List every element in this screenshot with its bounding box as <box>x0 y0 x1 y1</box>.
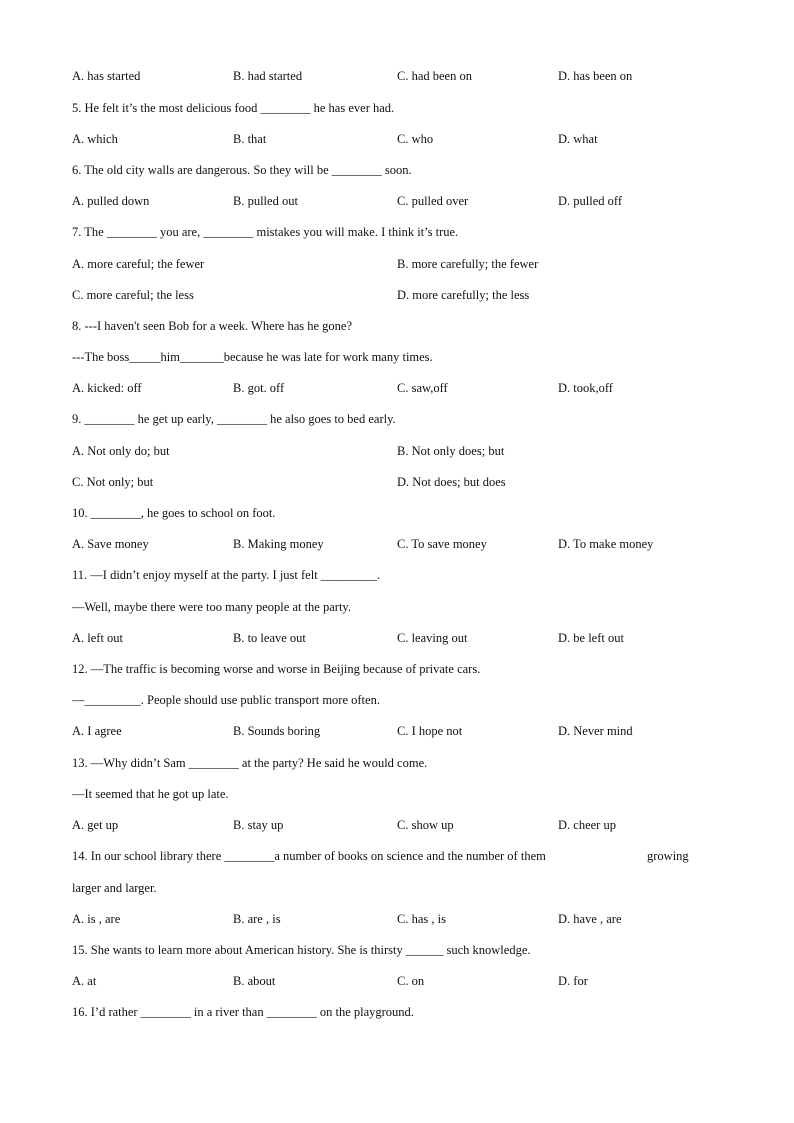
question-text: —_________. People should use public transport more often. <box>72 693 380 707</box>
option-b: B. Not only does; but <box>397 444 505 458</box>
option-d: D. To make money <box>558 537 654 551</box>
question-text: —It seemed that he got up late. <box>72 787 229 801</box>
option-a: A. get up <box>72 818 119 832</box>
option-d: D. pulled off <box>558 194 622 208</box>
options-row <box>72 723 732 739</box>
question-text: ---The boss_____him_______because he was late for work many times. <box>72 350 433 364</box>
option-b: B. that <box>233 132 267 146</box>
question-line <box>72 599 732 615</box>
option-d: D. Never mind <box>558 724 633 738</box>
question-line <box>72 349 732 365</box>
option-a: A. Not only do; but <box>72 444 170 458</box>
question-line <box>72 786 732 802</box>
option-b: B. got. off <box>233 381 285 395</box>
question-text: 13. —Why didn’t Sam ________ at the party? He said he would come. <box>72 756 428 770</box>
option-c: C. has , is <box>397 912 446 926</box>
question-text: 7. The ________ you are, ________ mistakes you will make. I think it’s true. <box>72 225 459 239</box>
option-b: B. are , is <box>233 912 281 926</box>
option-a: A. pulled down <box>72 194 150 208</box>
option-c: C. To save money <box>397 537 487 551</box>
options-row <box>72 380 732 396</box>
question-text: 9. ________ he get up early, ________ he also goes to bed early. <box>72 412 396 426</box>
options-row <box>72 474 732 490</box>
option-c: C. pulled over <box>397 194 469 208</box>
question-line <box>72 411 732 427</box>
options-row <box>72 256 732 272</box>
question-text: —Well, maybe there were too many people at the party. <box>72 600 351 614</box>
option-b: B. to leave out <box>233 631 306 645</box>
option-b: B. had started <box>233 69 303 83</box>
option-a: A. I agree <box>72 724 122 738</box>
options-row <box>72 131 732 147</box>
question-text: 6. The old city walls are dangerous. So they will be ________ soon. <box>72 163 412 177</box>
question-line <box>72 692 732 708</box>
option-a: A. has started <box>72 69 141 83</box>
option-b: D. more carefully; the less <box>397 288 530 302</box>
option-d: D. what <box>558 132 598 146</box>
option-c: C. had been on <box>397 69 472 83</box>
option-b: D. Not does; but does <box>397 475 506 489</box>
options-row <box>72 817 732 833</box>
option-a: A. at <box>72 974 97 988</box>
options-row <box>72 193 732 209</box>
question-line <box>72 942 732 958</box>
option-d: D. be left out <box>558 631 624 645</box>
option-a: A. more careful; the fewer <box>72 257 205 271</box>
question-line <box>72 848 732 864</box>
option-a: A. kicked: off <box>72 381 142 395</box>
question-text: 10. ________, he goes to school on foot. <box>72 506 276 520</box>
option-a: A. is , are <box>72 912 121 926</box>
question-line <box>72 880 732 896</box>
option-c: C. on <box>397 974 425 988</box>
question-text: larger and larger. <box>72 881 157 895</box>
question-line <box>72 1004 732 1020</box>
question-line <box>72 224 732 240</box>
question-text: 8. ---I haven't seen Bob for a week. Where has he gone? <box>72 319 353 333</box>
option-d: D. cheer up <box>558 818 616 832</box>
options-row <box>72 443 732 459</box>
options-row <box>72 911 732 927</box>
option-a: A. Save money <box>72 537 149 551</box>
option-c: C. saw,off <box>397 381 448 395</box>
option-b: B. pulled out <box>233 194 298 208</box>
option-c: C. show up <box>397 818 454 832</box>
option-b: B. about <box>233 974 276 988</box>
question-line <box>72 755 732 771</box>
question-line <box>72 661 732 677</box>
option-b: B. stay up <box>233 818 284 832</box>
question-text: 16. I’d rather ________ in a river than ________ on the playground. <box>72 1005 414 1019</box>
question-line <box>72 505 732 521</box>
option-c: C. leaving out <box>397 631 468 645</box>
question-line <box>72 318 732 334</box>
option-d: D. took,off <box>558 381 613 395</box>
question-text: 12. —The traffic is becoming worse and worse in Beijing because of private cars. <box>72 662 481 676</box>
question-line <box>72 162 732 178</box>
option-b: B. Sounds boring <box>233 724 321 738</box>
question-line <box>72 567 732 583</box>
options-row <box>72 287 732 303</box>
option-a: C. Not only; but <box>72 475 154 489</box>
option-d: D. has been on <box>558 69 633 83</box>
question-line <box>72 100 732 116</box>
options-row <box>72 973 732 989</box>
option-b: B. Making money <box>233 537 324 551</box>
option-d: D. have , are <box>558 912 622 926</box>
option-a: A. which <box>72 132 118 146</box>
options-row <box>72 536 732 552</box>
question-text: 11. —I didn’t enjoy myself at the party. I just felt _________. <box>72 568 381 582</box>
option-a: A. left out <box>72 631 124 645</box>
option-b: B. more carefully; the fewer <box>397 257 539 271</box>
question-text: 5. He felt it’s the most delicious food ________ he has ever had. <box>72 101 395 115</box>
options-row <box>72 630 732 646</box>
option-c: C. who <box>397 132 434 146</box>
question-text-continued: growing <box>647 849 689 863</box>
option-d: D. for <box>558 974 588 988</box>
question-text: 14. In our school library there ________a number of books on science and the number of them <box>72 849 546 863</box>
question-text: 15. She wants to learn more about American history. She is thirsty ______ such knowledge. <box>72 943 531 957</box>
option-c: C. I hope not <box>397 724 463 738</box>
options-row <box>72 68 732 84</box>
option-a: C. more careful; the less <box>72 288 194 302</box>
